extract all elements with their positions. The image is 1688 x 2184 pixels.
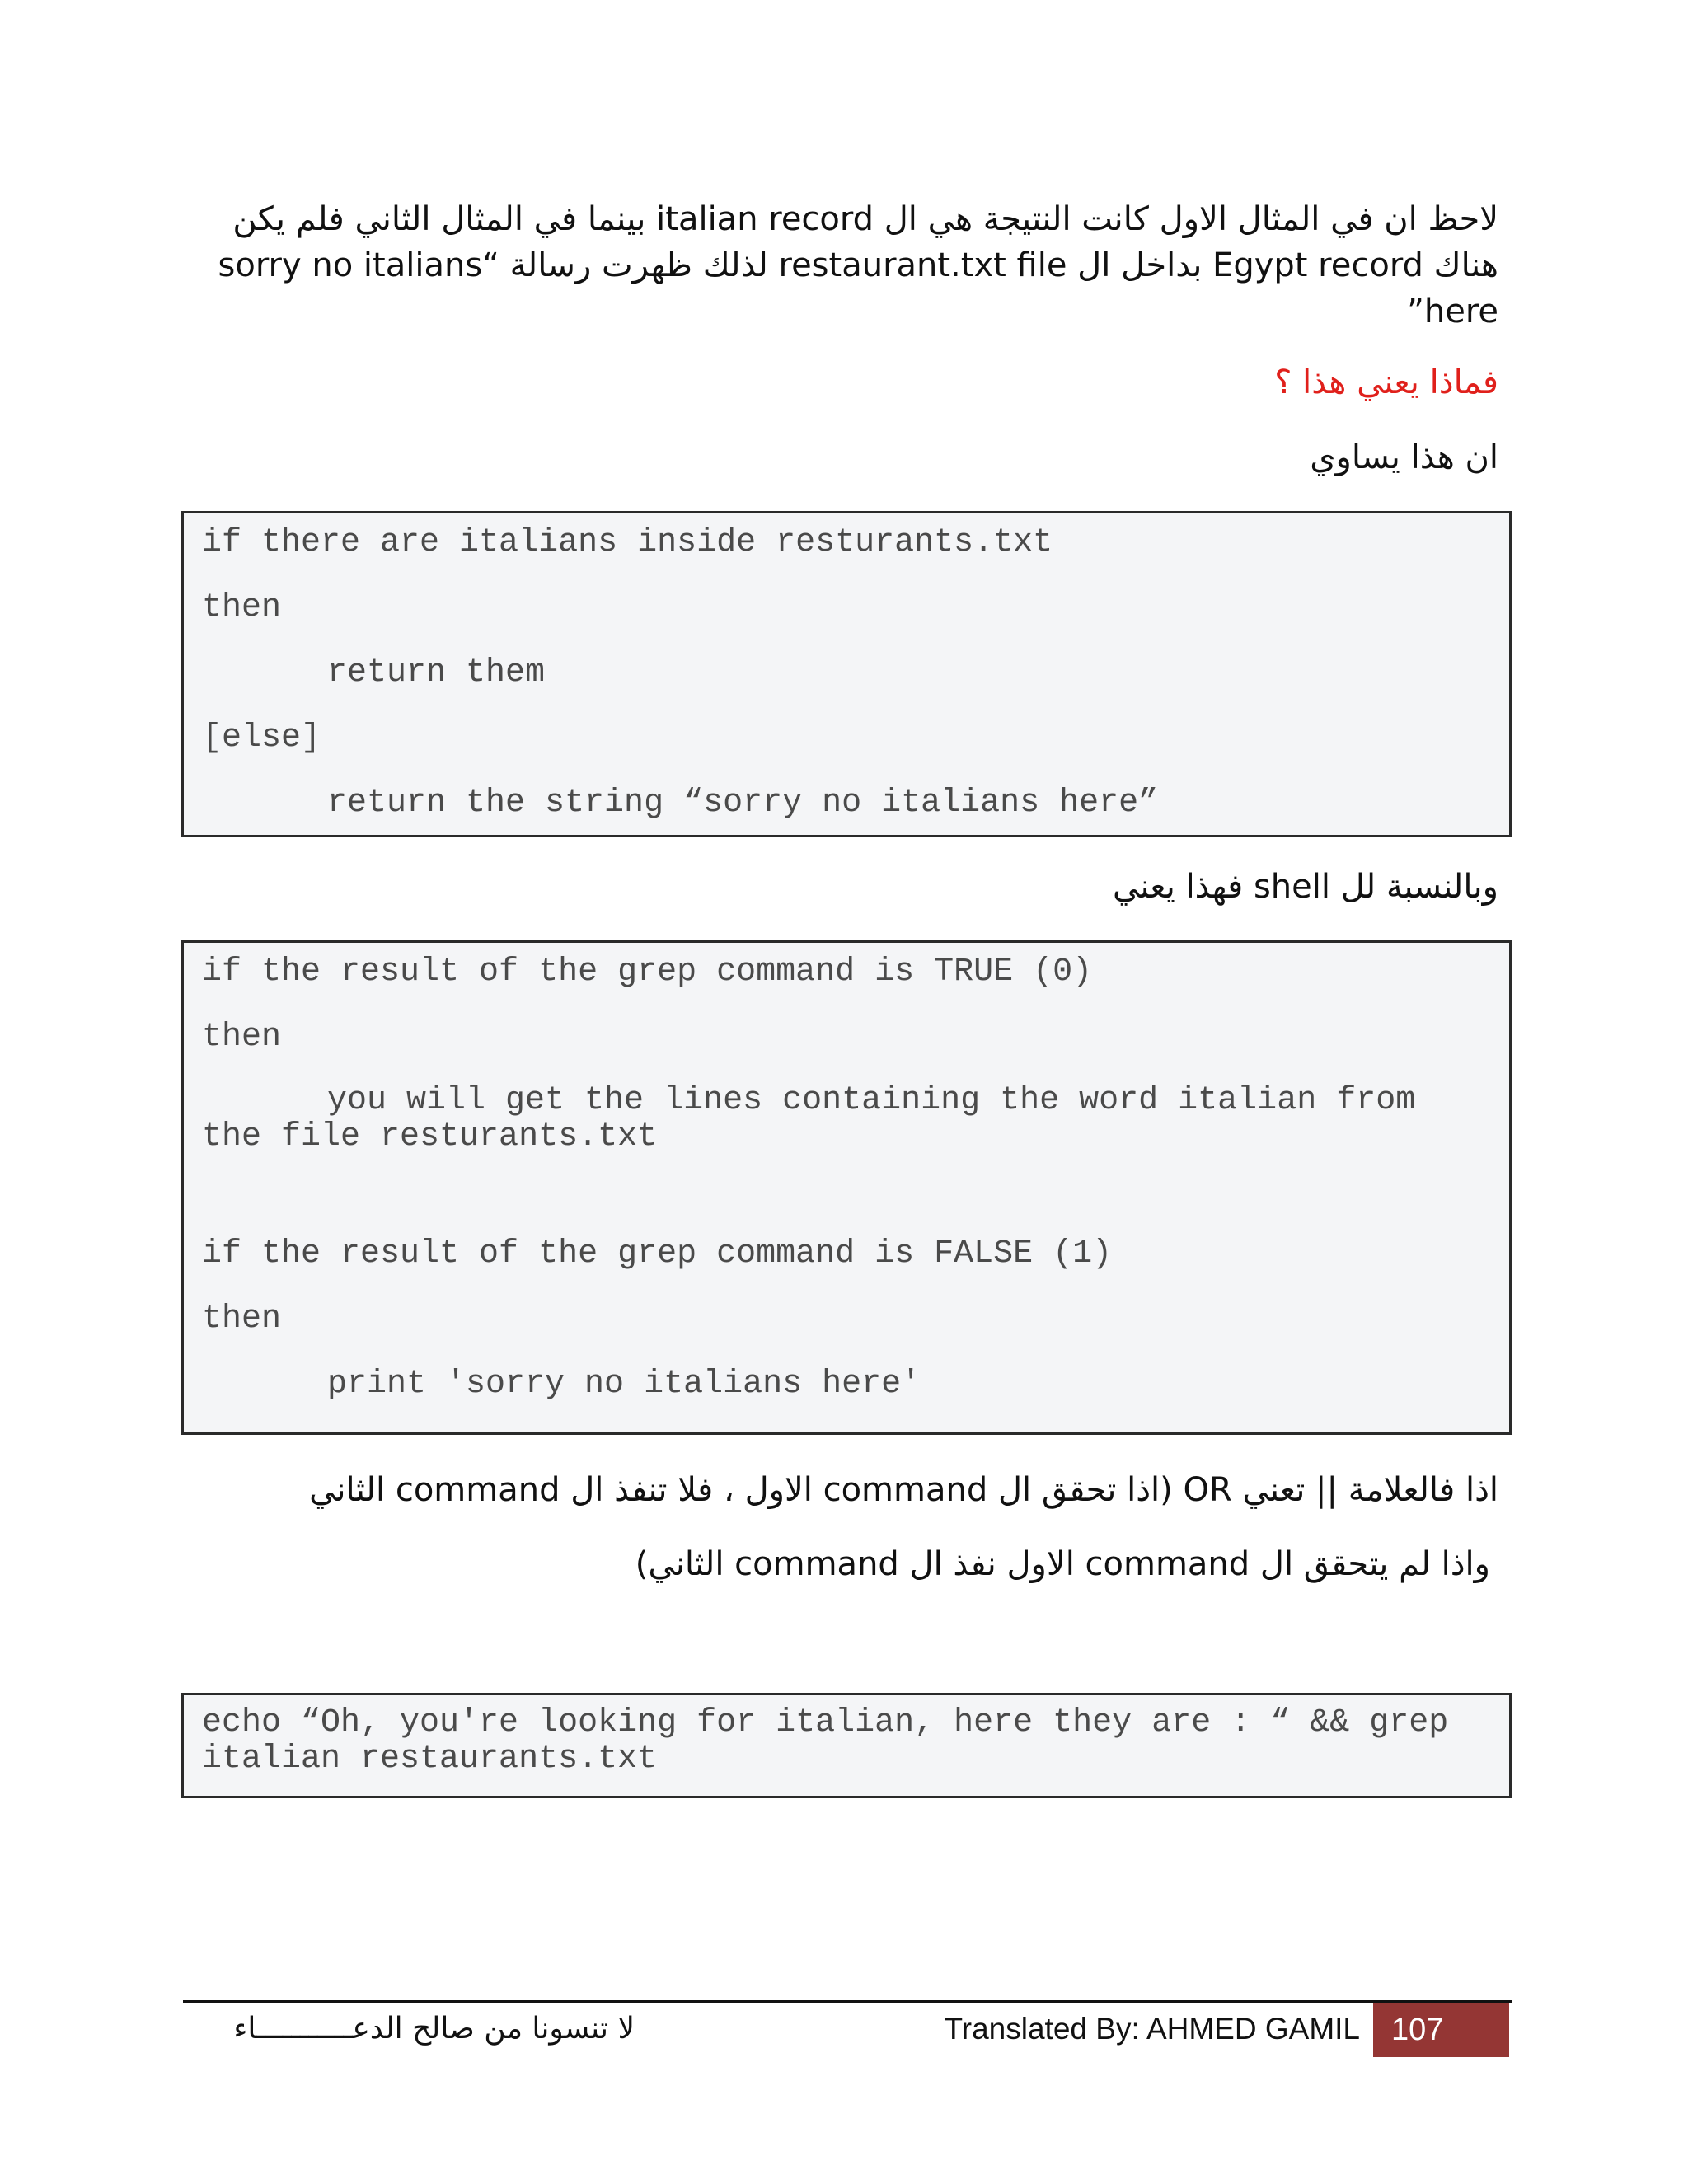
page-number-badge: 107: [1373, 2003, 1509, 2057]
code-line: return the string “sorry no italians here”: [327, 785, 1159, 822]
intro-paragraph-line-3: here”: [1407, 293, 1498, 330]
code-block-echo-grep: [181, 1693, 1512, 1798]
code-line: echo “Oh, you're looking for italian, here they are : “ && grep italian restaurants.txt: [202, 1704, 1469, 1778]
code-line: if there are italians inside resturants.txt: [202, 524, 1053, 561]
or-operator-explanation-2: واذا لم يتحقق ال command الاول نفذ ال command الثاني): [635, 1545, 1490, 1583]
code-block-shell-logic: [181, 940, 1512, 1435]
shell-meaning-text: وبالنسبة لل shell فهذا يعني: [1113, 868, 1498, 906]
code-line: if the result of the grep command is FALSE (1): [202, 1235, 1113, 1272]
code-block-pseudocode: [181, 511, 1512, 837]
code-line: return them: [327, 654, 546, 691]
equals-text: ان هذا يساوي: [1310, 438, 1498, 476]
intro-paragraph-line-1: لاحظ ان في المثال الاول كانت النتيجة هي ال italian record بينما في المثال الثاني فلم يكن: [232, 200, 1498, 238]
footer-dua: لا تنسونا من صالح الدعـــــــــــاء: [233, 2012, 635, 2046]
question-heading: فماذا يعني هذا ؟: [1274, 363, 1498, 401]
footer-divider: [183, 2000, 1512, 2003]
footer-credit: Translated By: AHMED GAMIL: [944, 2012, 1360, 2046]
or-operator-explanation: اذا فالعلامة || تعني OR (اذا تحقق ال command الاول ، فلا تنفذ ال command الثاني: [309, 1471, 1498, 1509]
code-line: if the result of the grep command is TRUE (0): [202, 954, 1093, 991]
code-line: print 'sorry no italians here': [327, 1366, 921, 1403]
code-line: then: [202, 1019, 282, 1056]
code-line: [else]: [202, 719, 321, 757]
code-line: then: [202, 1301, 282, 1338]
code-line: then: [202, 589, 282, 626]
intro-paragraph-line-2: هناك Egypt record بداخل ال restaurant.txt file لذلك ظهرت رسالة “sorry no italians: [218, 246, 1498, 284]
code-line: you will get the lines containing the word italian from the file resturants.txt: [202, 1082, 1436, 1155]
